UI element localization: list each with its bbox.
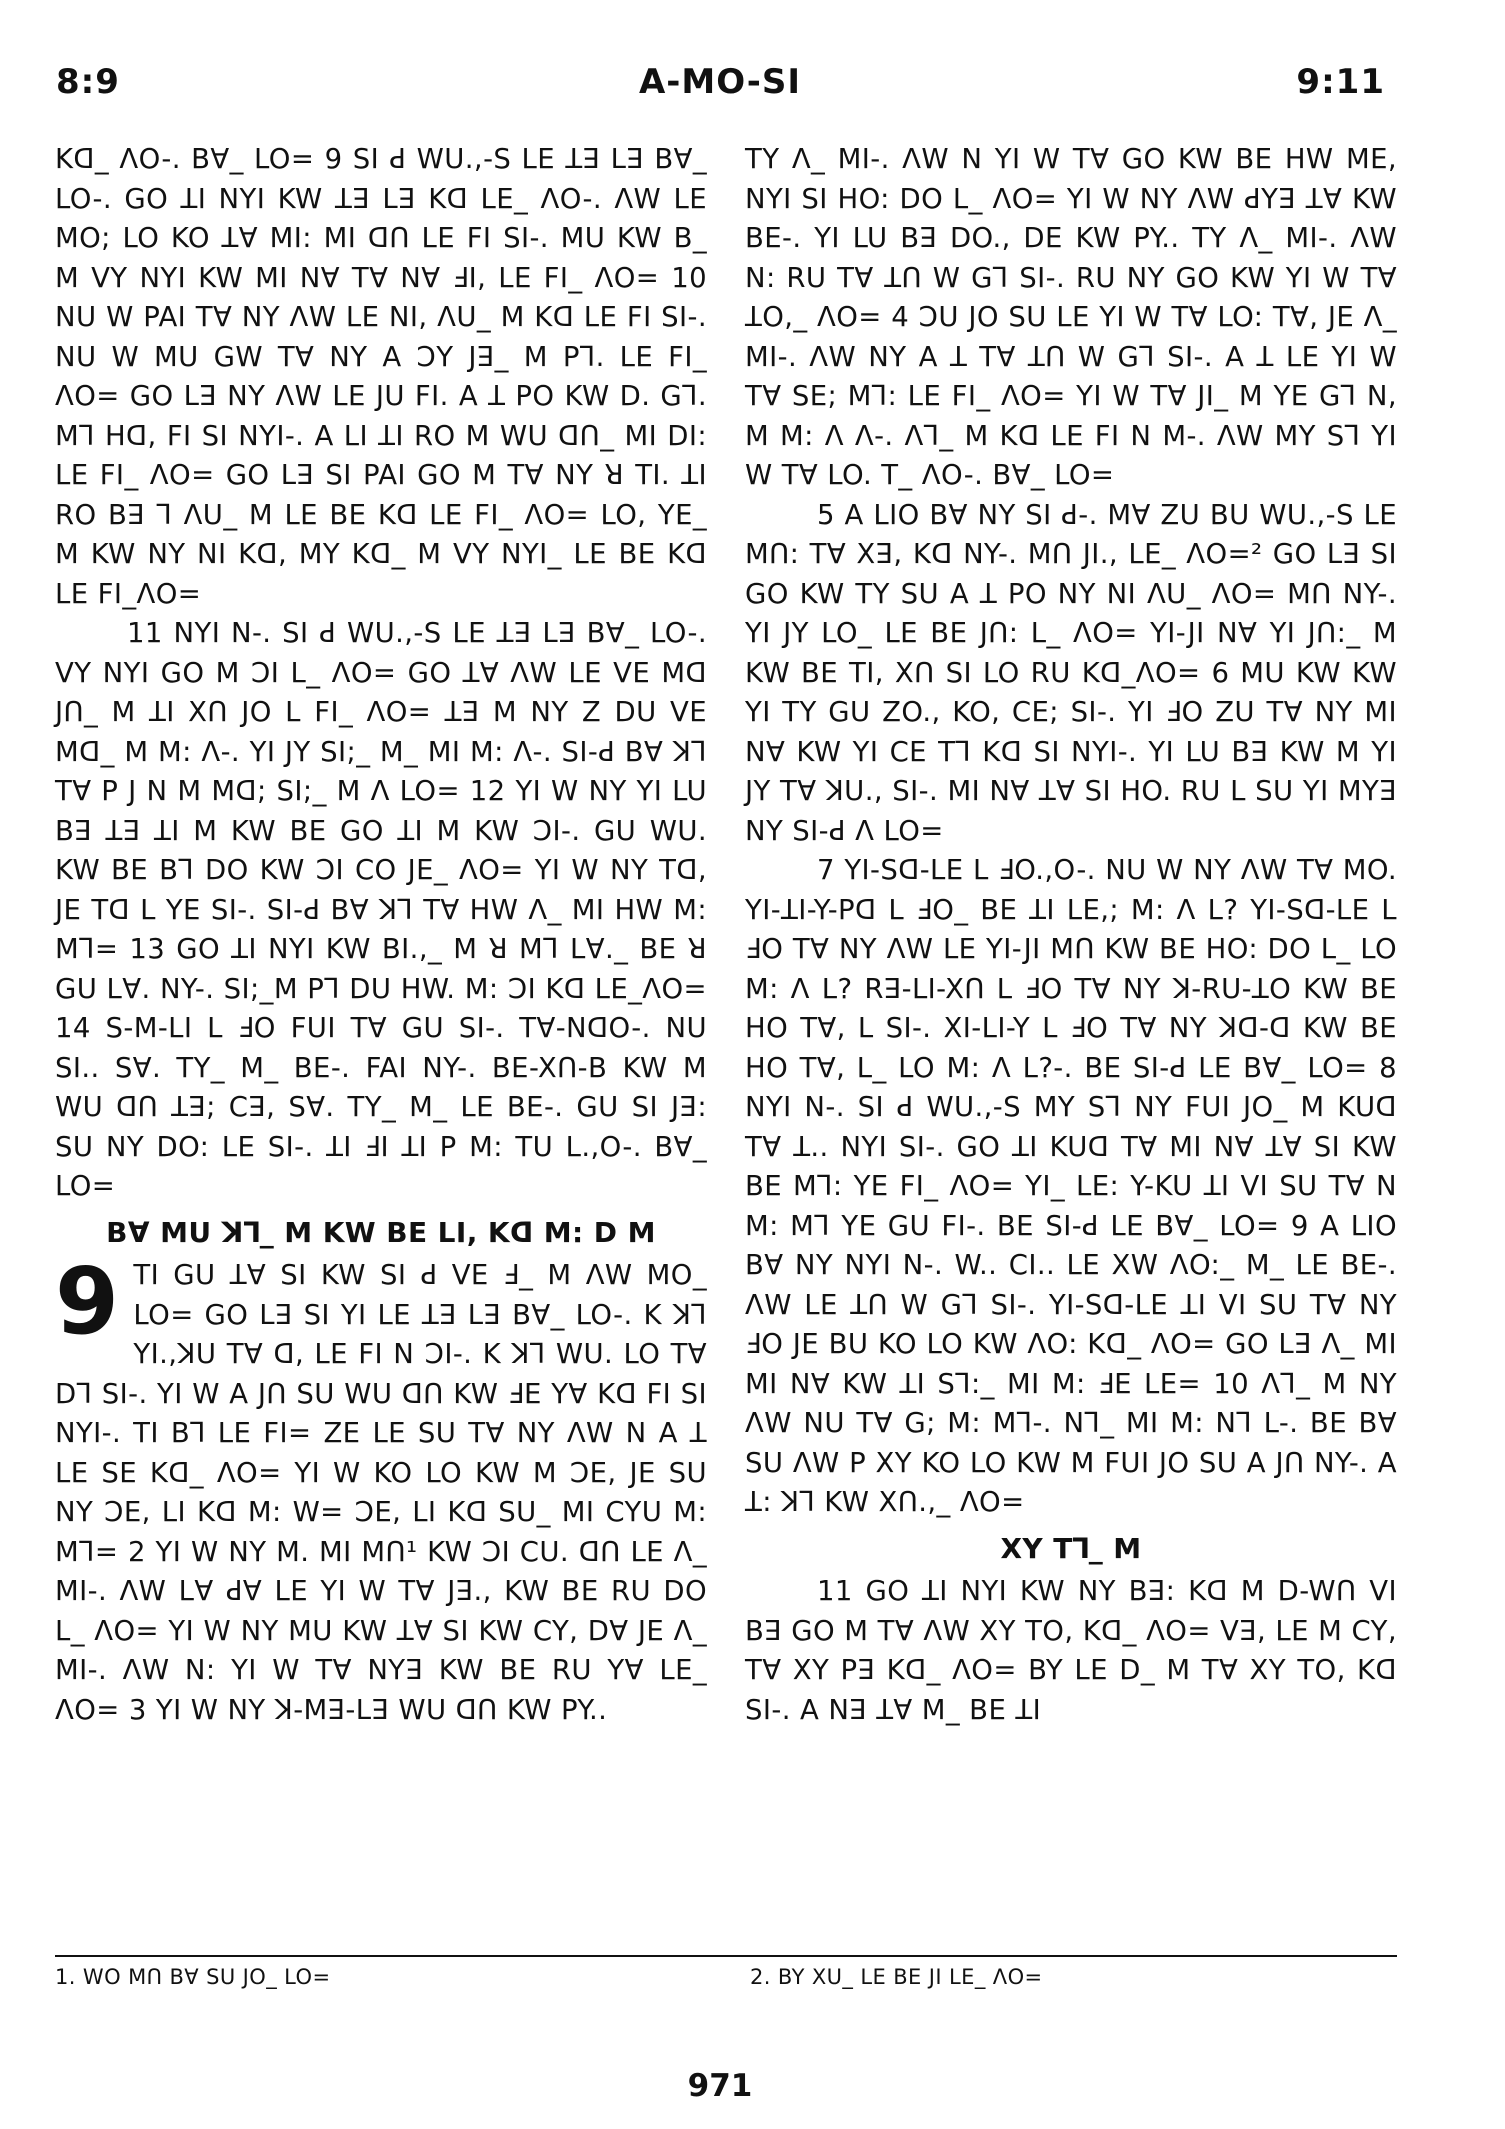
paragraph: TY ꓥ_ MI-. ꓥW N YI W Tꓯ GO KW BE HW ME, NYI SI HO: DO L_ ꓥO= YI W NY ꓥW ꓒYꓱ ꓕꓯ KW BE-. YI LU Bꓱ DO., DE KW PY.. TY ꓥ_ MI-. ꓥW N: ꓣU Tꓯ ꓕꓵ W Gꓶ SI-. ꓣU NY GO KW YI W Tꓯ ꓕO,_ ꓥO= 4 ꓛU JO SU LE YI W Tꓯ LO: Tꓯ, JE ꓥ_ MI-. ꓥW NY A ꓕ Tꓯ ꓕꓵ W Gꓶ SI-. A ꓕ LE YI W Tꓯ SE; Mꓶ: LE FI_ ꓥO= YI W Tꓯ JI_ M YE Gꓶ N, M M: ꓥ ꓥ-. ꓥꓶ_ M Kꓷ LE FI N M-. ꓥW MY Sꓶ YI W Tꓯ LO. T_ ꓥO-. Bꓯ_ LO= xyxy=(745,143,1397,491)
paragraph: 11 NYI N-. SI ꓒ WU.,-S LE ꓕꓱ ꓡꓱ Bꓯ_ LO-. VY NYI GO M ꓛI L_ ꓥO= GO ꓕꓯ ꓥW LE VE Mꓷ Jꓵ_ M ꓕI Xꓵ JO L FI_ ꓥO= ꓕꓱ M NY Z DU VE Mꓷ_ M M: ꓥ-. YI JY SI;_ M_ MI M: ꓥ-. SI-ꓒ Bꓯ ꓘꓶ Tꓯ P J N M Mꓷ; SI;_ M ꓥ LO= 12 YI W NY YI LU Bꓱ ꓕꓱ ꓕI M KW BE GO ꓕI M KW ꓛI-. GU WU. KW BE Bꓶ DO KW ꓛI CO JE_ ꓥO= YI W NY Tꓷ, JE Tꓷ L YE SI-. SI-ꓒ Bꓯ ꓘꓶ Tꓯ HW ꓥ_ MI HW M: Mꓶ= 13 GO ꓕI NYI KW BI.,_ M ꓤ Mꓶ Lꓯ._ BE ꓤ GU Lꓯ. NY-. SI;_M Pꓶ DU HW. M: ꓛI Kꓷ LE_ꓥO= 14 S-M-LI L ꓞO FUI Tꓯ GU SI-. Tꓯ-NꓷO-. NU SI.. Sꓯ. TY_ M_ BE-. FAI NY-. BE-Xꓵ-B KW M WU ꓷꓵ ꓕꓱ; Cꓱ, Sꓯ. TY_ M_ LE BE-. GU SI Jꓱ: SU NY DO: LE SI-. ꓕI ꓞI ꓕI P M: TU L.,O-. Bꓯ_ LO= xyxy=(55,617,707,1202)
left-column xyxy=(55,140,707,1730)
paragraph: 11 GO ꓕI NYI KW NY Bꓱ: Kꓷ M D-Wꓵ VI Bꓱ GO M Tꓯ ꓥW XY TO, Kꓷ_ ꓥO= Vꓱ, LE M CY, Tꓯ XY Pꓱ Kꓷ_ ꓥO= BY LE D_ M Tꓯ XY TO, Kꓷ SI-. A Nꓱ ꓕꓯ M_ BE ꓕI xyxy=(745,1575,1397,1726)
paragraph: 5 A LIO Bꓯ NY SI ꓒ-. Mꓯ ZU BU WU.,-S LE Mꓵ: Tꓯ Xꓱ, Kꓷ NY-. Mꓵ JI., LE_ ꓥO=² GO ꓡꓱ SI GO KW TY SU A ꓕ PO NY NI ꓥU_ ꓥO= Mꓵ NY-. YI JY LO_ LE BE Jꓵ: L_ ꓥO= YI-JI Nꓯ YI Jꓵ:_ M KW BE TI, Xꓵ SI LO ꓣU Kꓷ_ꓥO= 6 MU KW KW YI TY GU ZO., KO, CE; SI-. YI ꓞO ZU Tꓯ NY MI Nꓯ KW YI CE Tꓶ Kꓷ SI NYI-. YI LU Bꓱ KW M YI JY Tꓯ ꓘU., SI-. MI Nꓯ ꓕꓯ SI HO. ꓣU L SU YI MYꓱ NY SI-ꓒ ꓥ LO= xyxy=(745,498,1397,847)
paragraph: Kꓷ_ ꓥO-. Bꓯ_ LO= 9 SI ꓒ WU.,-S LE ꓕꓱ ꓡꓱ Bꓯ_ LO-. GO ꓕI NYI KW ꓕꓱ ꓡꓱ Kꓷ LE_ ꓥO-. ꓥW LE MO; LO KO ꓕꓯ MI: MI ꓷꓵ LE FI SI-. MU KW B_ M VY NYI KW MI Nꓯ Tꓯ Nꓯ ꓞI, LE FI_ ꓥO= 10 NU W PAI Tꓯ NY ꓥW LE NI, ꓥU_ M Kꓷ LE FI SI-. NU W MU GW Tꓯ NY A ꓛY Jꓱ_ M Pꓶ. LE FI_ ꓥO= GO ꓡꓱ NY ꓥW LE JU FI. A ꓕ PO KW D. Gꓶ. Mꓶ Hꓷ, FI SI NYI-. A LI ꓕI RO M WU ꓷꓵ_ MI DI: LE FI_ ꓥO= GO ꓡꓱ SI PAI GO M Tꓯ NY ꓤ TI. ꓕI RO Bꓱ ꓶ ꓥU_ M LE BE Kꓷ LE FI_ ꓥO= LO, YE_ M KW NY NI Kꓷ, MY Kꓷ_ M VY NYI_ LE BE Kꓷ LE FI_ꓥO= xyxy=(55,143,707,610)
chapter-verse-start: 8:9 xyxy=(56,62,120,102)
right-column xyxy=(745,140,1397,1730)
book-title: A-MO-SI xyxy=(638,62,802,102)
section-heading: Bꓯ MU ꓘꓶ_ M KW BE LI, Kꓷ M: D M xyxy=(106,1215,656,1249)
chapter-number: 9 xyxy=(55,1248,120,1355)
paragraph: 7 YI-Sꓷ-LE L ꓞO.,O-. NU W NY ꓥW Tꓯ MO. YI-ꓕI-Y-Pꓷ L ꓞO_ BE ꓕI LE,; M: ꓥ L? YI-Sꓷ-LE L ꓞO Tꓯ NY ꓥW LE YI-JI Mꓵ KW BE HO: DO L_ LO M: ꓥ L? ꓣꓱ-LI-Xꓵ L ꓞO Tꓯ NY ꓘ-ꓣU-ꓕO KW BE HO Tꓯ, L SI-. XI-LI-Y L ꓞO Tꓯ NY ꓘꓷ-ꓷ KW BE HO Tꓯ, L_ LO M: ꓥ L?-. BE SI-ꓒ LE Bꓯ_ LO= 8 NYI N-. SI ꓒ WU.,-S MY Sꓶ NY FUI JO_ M KUꓷ Tꓯ ꓕ.. NYI SI-. GO ꓕI KUꓷ Tꓯ MI Nꓯ ꓕꓯ SI KW BE Mꓶ: YE FI_ ꓥO= YI_ LE: Y-KU ꓕI VI SU Tꓯ N M: Mꓶ YE GU FI-. BE SI-ꓒ LE Bꓯ_ LO= 9 A LIO Bꓯ NY NYI N-. W.. CI.. LE XW ꓥO:_ M_ LE BE-. ꓥW LE ꓕꓵ W Gꓶ SI-. YI-Sꓷ-LE ꓕI VI SU Tꓯ NY ꓞO JE BU KO LO KW ꓥO: Kꓷ_ ꓥO= GO ꓡꓱ ꓥ_ MI MI Nꓯ KW ꓕI Sꓶ:_ MI M: ꓞE LE= 10 ꓥꓶ_ M NY ꓥW NU Tꓯ G; M: Mꓶ-. Nꓶ_ MI M: Nꓶ L-. BE Bꓯ SU ꓥW P XY KO LO KW M FUI JO SU A Jꓵ NY-. A ꓕ: ꓘꓶ KW Xꓵ.,_ ꓥO= xyxy=(745,854,1397,1518)
chapter-block xyxy=(55,1248,707,1730)
section-heading: XY Tꓶ_ M xyxy=(1000,1531,1142,1565)
chapter-verse-end: 9:11 xyxy=(1296,62,1385,102)
footnote-1: 1. WO Mꓵ Bꓯ SU JO_ LO= xyxy=(55,1965,331,1989)
footnote-divider xyxy=(55,1955,1397,1957)
footnote-2: 2. BY XU_ LE BE JI LE_ ꓥO= xyxy=(750,1965,1043,1989)
paragraph: TI GU ꓕꓯ SI KW SI ꓒ VE ꓞ_ M ꓥW MO_ LO= GO ꓡꓱ SI YI LE ꓕꓱ ꓡꓱ Bꓯ_ LO-. K ꓘꓶ YI.,ꓘU Tꓯ ꓷ, LE FI N ꓛI-. K ꓘꓶ WU. LO Tꓯ Dꓶ SI-. YI W A Jꓵ SU WU ꓷꓵ KW ꓞE Yꓯ Kꓷ FI SI NYI-. TI Bꓶ LE FI= ZE LE SU Tꓯ NY ꓥW N A ꓕ LE SE Kꓷ_ ꓥO= YI W KO LO KW M ꓛE, JE SU NY ꓛE, LI Kꓷ M: W= ꓛE, LI Kꓷ SU_ MI CYU M: Mꓶ= 2 YI W NY M. MI Mꓵ¹ KW ꓛI CU. ꓷꓵ LE ꓥ_ MI-. ꓥW Lꓯ ꓒꓯ LE YI W Tꓯ Jꓱ., KW BE RU DO L_ ꓥO= YI W NY MU KW ꓕꓯ SI KW CY, Dꓯ JE ꓥ_ MI-. ꓥW N: YI W Tꓯ NYꓱ KW BE RU Yꓯ LE_ ꓥO= 3 YI W NY ꓘ-Mꓱ-ꓡꓱ WU ꓷꓵ KW PY.. xyxy=(55,1259,707,1726)
page-number: 971 xyxy=(687,2068,753,2104)
